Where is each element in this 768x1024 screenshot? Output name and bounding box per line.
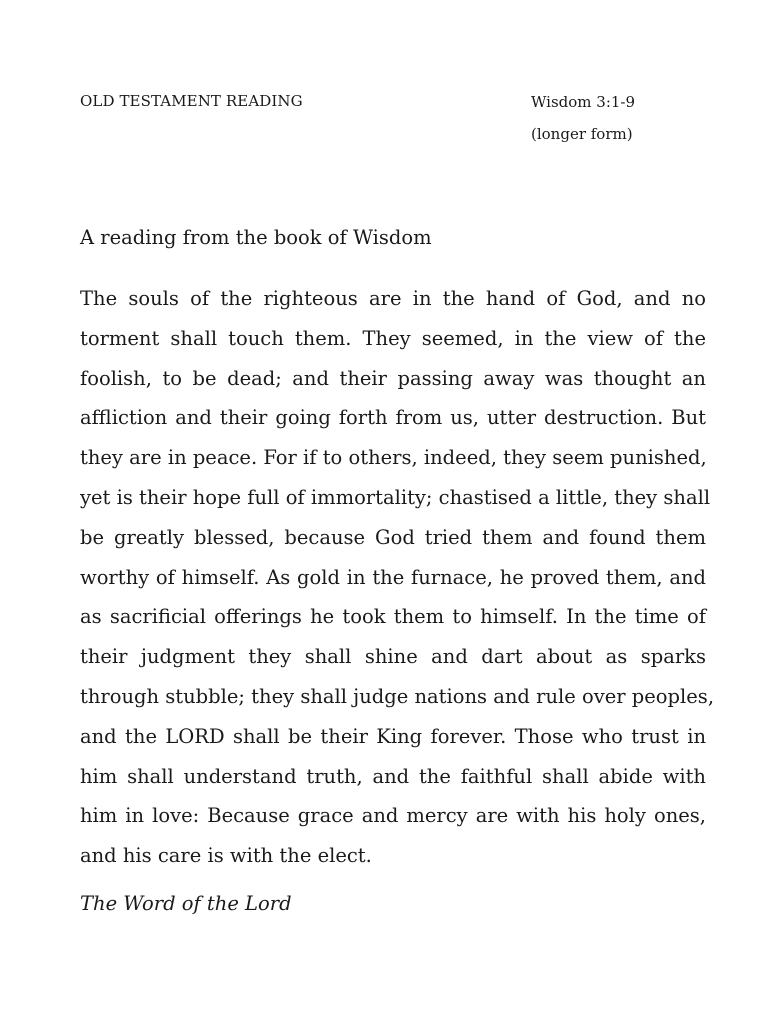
reading-line: and the LORD shall be their King forever. Those who trust in <box>80 724 706 748</box>
reading-line: The souls of the righteous are in the hand of God, and no <box>80 287 706 310</box>
form-note: (longer form) <box>531 125 633 143</box>
reading-line: as sacrificial offerings he took them to himself. In the time of <box>80 605 706 629</box>
reading-body <box>80 279 715 876</box>
scripture-reference <box>531 86 635 150</box>
reading-line: through stubble; they shall judge nations and rule over peoples, <box>80 684 715 708</box>
reading-line: foolish, to be dead; and their passing away was thought an <box>80 366 706 390</box>
reading-line: him in love: Because grace and mercy are with his holy ones, <box>80 804 706 828</box>
reading-line: be greatly blessed, because God tried them and found them <box>80 525 706 549</box>
reading-line: affliction and their going forth from us, utter destruction. But <box>80 406 706 430</box>
reading-line: him shall understand truth, and the faithful shall abide with <box>80 764 706 788</box>
reading-line: worthy of himself. As gold in the furnace, he proved them, and <box>80 565 706 589</box>
reading-intro: A reading from the book of Wisdom <box>80 226 432 249</box>
citation: Wisdom 3:1-9 <box>531 93 636 111</box>
reading-line: yet is their hope full of immortality; chastised a little, they shall <box>80 485 711 509</box>
reading-line: they are in peace. For if to others, indeed, they seem punished, <box>80 446 707 470</box>
reading-line: and his care is with the elect. <box>80 844 372 868</box>
reading-line: their judgment they shall shine and dart about as sparks <box>80 645 706 669</box>
reading-line: torment shall touch them. They seemed, in the view of the <box>80 326 706 350</box>
section-label: OLD TESTAMENT READING <box>80 92 303 110</box>
closing-acclamation: The Word of the Lord <box>80 892 292 915</box>
